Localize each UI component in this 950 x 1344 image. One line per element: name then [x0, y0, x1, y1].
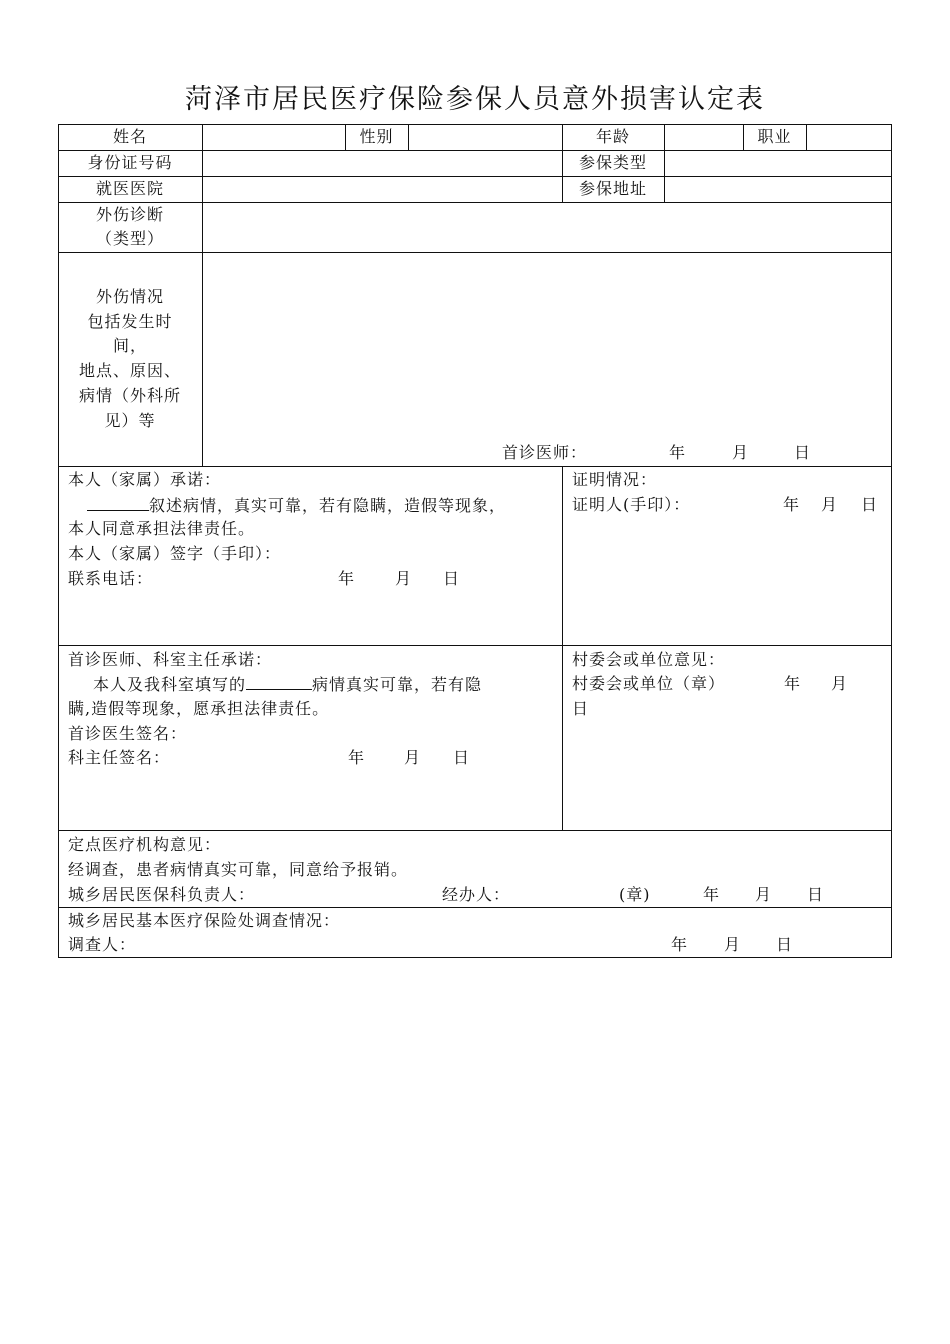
date-day: 日 — [453, 748, 471, 767]
self-commitment-line2: 本人同意承担法律责任。 — [68, 519, 256, 538]
column-divider — [562, 466, 563, 830]
date-day: 日 — [794, 443, 812, 462]
diagnosis-type-label: （类型） — [95, 229, 164, 248]
date-year: 年 — [783, 495, 801, 514]
injury-situation-label-line: 间， — [112, 336, 147, 355]
insurance-address-label: 参保地址 — [578, 179, 647, 198]
doctor-commitment-heading: 首诊医师、科室主任承诺： — [68, 650, 273, 669]
age-label: 年龄 — [595, 127, 630, 146]
occupation-label: 职业 — [757, 127, 792, 146]
table-border-right — [891, 124, 892, 958]
seal-label: (章) — [619, 885, 651, 904]
institution-opinion-text: 经调查，患者病情真实可靠，同意给予报销。 — [68, 860, 409, 879]
village-opinion-heading: 村委会或单位意见： — [572, 650, 726, 669]
doctor-commitment-text: 本人及我科室填写的 — [93, 675, 247, 694]
column-divider — [408, 124, 409, 150]
row-divider — [58, 907, 892, 908]
date-month: 月 — [395, 569, 413, 588]
self-commitment-text: 叙述病情，真实可靠，若有隐瞒，造假等现象， — [149, 496, 507, 515]
document-title: 菏泽市居民医疗保险参保人员意外损害认定表 — [185, 84, 765, 115]
row-divider — [58, 830, 892, 831]
row-divider — [58, 176, 892, 177]
gender-label: 性别 — [359, 127, 394, 146]
date-year: 年 — [338, 569, 356, 588]
date-year: 年 — [703, 885, 721, 904]
doctor-commitment-text: 病情真实可靠，若有隐 — [312, 675, 483, 694]
date-month: 月 — [724, 935, 742, 954]
injury-situation-label-line: 病情（外科所 — [78, 386, 181, 405]
table-border-top — [58, 124, 892, 125]
row-divider — [58, 252, 892, 253]
injury-situation-label-line: 包括发生时 — [87, 312, 173, 331]
row-divider — [58, 645, 892, 646]
self-commitment-heading: 本人（家属）承诺： — [68, 470, 222, 489]
table-border-bottom — [58, 957, 892, 958]
date-month: 月 — [755, 885, 773, 904]
form-table — [58, 124, 892, 958]
date-month: 月 — [831, 674, 849, 693]
doctor-commitment-line1 — [93, 673, 482, 696]
investigator-label: 调查人： — [68, 935, 137, 954]
institution-opinion-heading: 定点医疗机构意见： — [68, 835, 222, 854]
first-doctor-label: 首诊医师： — [502, 443, 588, 462]
prover-label: 证明人(手印）： — [572, 495, 691, 514]
column-divider — [202, 124, 203, 466]
handler-label: 经办人： — [442, 885, 511, 904]
id-number-label: 身份证号码 — [87, 153, 173, 172]
injury-situation-label-line: 地点、原因、 — [78, 361, 181, 380]
injury-situation-label-line: 见）等 — [104, 411, 156, 430]
date-month: 月 — [404, 748, 422, 767]
name-label: 姓名 — [112, 127, 147, 146]
diagnosis-label: 外伤诊断 — [95, 205, 164, 224]
fill-in-blank — [246, 673, 312, 690]
date-month: 月 — [732, 443, 750, 462]
first-doctor-signature-label: 首诊医生签名： — [68, 724, 188, 743]
row-divider — [58, 150, 892, 151]
date-month: 月 — [821, 495, 839, 514]
doctor-commitment-line2: 瞒,造假等现象，愿承担法律责任。 — [68, 699, 330, 718]
insurance-type-label: 参保类型 — [578, 153, 647, 172]
proof-heading: 证明情况： — [572, 470, 658, 489]
fill-in-blank — [87, 494, 149, 511]
column-divider — [664, 124, 665, 202]
row-divider — [58, 202, 892, 203]
date-year: 年 — [669, 443, 687, 462]
date-day: 日 — [861, 495, 879, 514]
injury-situation-label-line: 外伤情况 — [95, 287, 164, 306]
contact-phone-label: 联系电话： — [68, 569, 154, 588]
column-divider — [806, 124, 807, 150]
date-day: 日 — [572, 699, 590, 718]
date-year: 年 — [671, 935, 689, 954]
hospital-label: 就医医院 — [95, 179, 164, 198]
self-commitment-line1 — [87, 494, 506, 517]
row-divider — [58, 466, 892, 467]
responsible-person-label: 城乡居民医保科负责人： — [68, 885, 256, 904]
director-signature-label: 科主任签名： — [68, 748, 171, 767]
village-stamp-label: 村委会或单位（章） — [572, 674, 726, 693]
investigation-heading: 城乡居民基本医疗保险处调查情况： — [68, 911, 341, 930]
date-year: 年 — [348, 748, 366, 767]
date-day: 日 — [807, 885, 825, 904]
date-year: 年 — [784, 674, 802, 693]
date-day: 日 — [443, 569, 461, 588]
self-signature-label: 本人（家属）签字（手印）： — [68, 544, 282, 563]
date-day: 日 — [776, 935, 794, 954]
